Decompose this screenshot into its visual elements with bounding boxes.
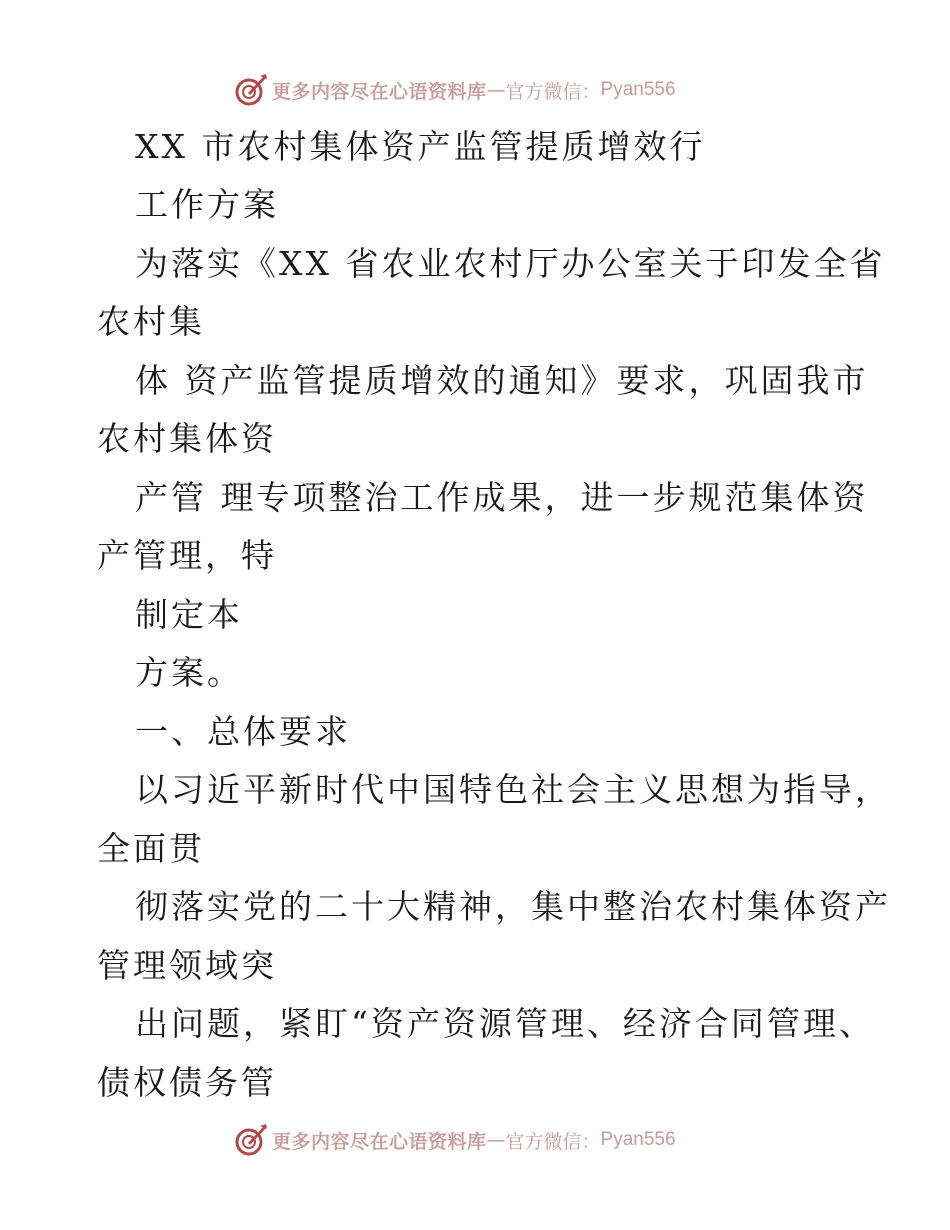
text-line: 管理领域突 bbox=[97, 946, 277, 985]
document-title-line-1: XX 市农村集体资产监管提质增效行 bbox=[135, 127, 706, 166]
footer-watermark-banner bbox=[234, 1122, 676, 1158]
wechat-id: Pyan556 bbox=[600, 79, 676, 100]
text-line: 产管理，特 bbox=[97, 536, 277, 575]
quill-seal-logo-icon bbox=[234, 1123, 268, 1157]
quill-seal-logo-icon bbox=[234, 73, 268, 107]
document-title-line-2: 工作方案 bbox=[135, 185, 279, 224]
text-line: 全面贯 bbox=[97, 829, 205, 868]
wechat-id: Pyan556 bbox=[600, 1129, 676, 1150]
text-line: 出问题，紧盯“资产资源管理、经济合同管理、 bbox=[135, 1004, 875, 1043]
wechat-label: 官方微信： bbox=[505, 1130, 601, 1153]
text-line: 农村集体资 bbox=[97, 419, 277, 458]
text-line: 债权债务管 bbox=[97, 1063, 277, 1102]
section-heading: 一、总体要求 bbox=[135, 712, 351, 751]
text-line: 以习近平新时代中国特色社会主义思想为指导， bbox=[135, 770, 891, 809]
text-line: 体 资产监管提质增效的通知》要求，巩固我市 bbox=[135, 361, 869, 400]
text-line: 方案。 bbox=[135, 653, 243, 692]
text-line: 为落实《XX 省农业农村厅办公室关于印发全省 bbox=[135, 244, 886, 283]
banner-dash: — bbox=[486, 1129, 506, 1151]
text-line: 彻落实党的二十大精神，集中整治农村集体资产 bbox=[135, 887, 891, 926]
header-watermark-banner bbox=[234, 72, 676, 108]
text-line: 产管 理专项整治工作成果，进一步规范集体资 bbox=[135, 478, 869, 517]
banner-dash: — bbox=[486, 79, 506, 101]
text-line: 制定本 bbox=[135, 595, 243, 634]
wechat-label: 官方微信： bbox=[505, 80, 601, 103]
promo-text: 更多内容尽在心语资料库 bbox=[272, 80, 487, 103]
text-line: 农村集 bbox=[97, 302, 205, 341]
promo-text: 更多内容尽在心语资料库 bbox=[272, 1130, 487, 1153]
